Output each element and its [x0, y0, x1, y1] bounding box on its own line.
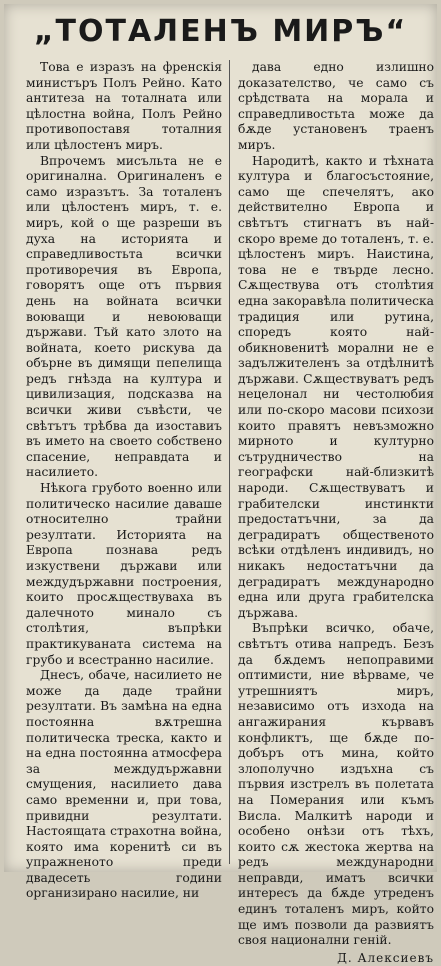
newspaper-clipping: [4, 4, 437, 965]
paragraph: дава едно излишно доказателство, че само съ срѣдствата на морала и справедливостьта може да бѫде установенъ траенъ миръ.: [238, 60, 434, 152]
column-divider: [229, 60, 230, 864]
right-column: [238, 60, 434, 966]
article-headline: „ТОТАЛЕНЪ МИРЪ“: [33, 14, 408, 49]
author-signature: Д. Алексиевъ: [337, 950, 434, 965]
paragraph: Народитѣ, както и тѣхната култура и благосъстояние, само ще спечелятъ, ако действително Европа и свѣтътъ стигнатъ въ най-скоро време до тоталенъ, т. е. цѣлостенъ миръ. Наистина, това не е твърде лесно. Сѫществува отъ столѣтия една закоравѣла политическа традиция или рутина, споредъ която най-обикновенитѣ морални не е задължителенъ за отдѣлнитѣ държави. Сѫществуватъ редъ нецелонал ни честолюбия или по-скоро масови психози които правятъ невъзможно мирното и културно сътрудничество на географски най-близкитѣ народи. Сѫществуватъ и грабителски инстинкти предостатъчни, за да деградиратъ общественото всѣки отдѣленъ индивидъ, но никакъ недостатъчни да деградиратъ международно една или друга грабителска държава.: [238, 153, 434, 620]
paragraph: Нѣкога грубото военно или политическо насилие даваше относително трайни резултати. Историята на Европа познава редъ изкуствени държави или междудържавни построения, които просѫществуваха въ далечното минало съ столѣтия, въпрѣки практикуваната система на грубо и всестранно насилие.: [26, 481, 222, 667]
paragraph: Впрочемъ мисъльта не е оригинална. Оригиналенъ е само изразътъ. За тоталенъ или цѣлостенъ миръ, т. е. миръ, кой о ще разреши въ духа на историята и справедливостьта всички противоречия въ Европа, говорятъ още отъ първия день на войната всички воюващи и невоюващи държави. Тъй като злото на войната, което рискува да обърне въ димящи пепелища редъ гнѣзда на култура и цивилизация, подсказва на всички живи съвѣсти, че свѣтътъ трѣбва да изоставиъ въ името на своето собствено спасение, неправдата и насилието.: [26, 153, 222, 480]
paragraph: Днесъ, обаче, насилието не може да даде трайни резултати. Въ замѣна на една постоянна вѫтрешна политическа треска, както и на една постоянна атмосфера за междудържавни смущения, насилието дава само временни и, при това, привидни резултати. Настоящата страхотна война, която има коренитѣ си въ упражненото преди двадесеть години организирано насилие, ни: [26, 668, 222, 901]
article-body: [20, 60, 434, 965]
paragraph: Това е изразъ на френскія министъръ Полъ Рейно. Като антитеза на тоталната или цѣлостна война, Полъ Рейно противопоставя тоталния или цѣлостенъ миръ.: [26, 60, 222, 152]
paragraph: Въпрѣки всичко, обаче, свѣтътъ отива напредъ. Безъ да бѫдемъ непоправими оптимисти, ние вѣрваме, че утрешниятъ миръ, независимо отъ изхода на ангажирания кървавъ конфликтъ, ще бѫде по-добъръ отъ мина, който злополучно издъхна съ първия изстрелъ въ полетата на Померания или къмъ Висла. Малкитѣ народи и особено онѣзи отъ тѣхъ, които сѫ жестока жертва на редъ международни неправди, иматъ всички интересъ да бѫде утреденъ единъ тоталенъ миръ, който ще имъ позволи да развиятъ своя национални генiй.: [238, 621, 434, 948]
left-column: [26, 60, 222, 902]
